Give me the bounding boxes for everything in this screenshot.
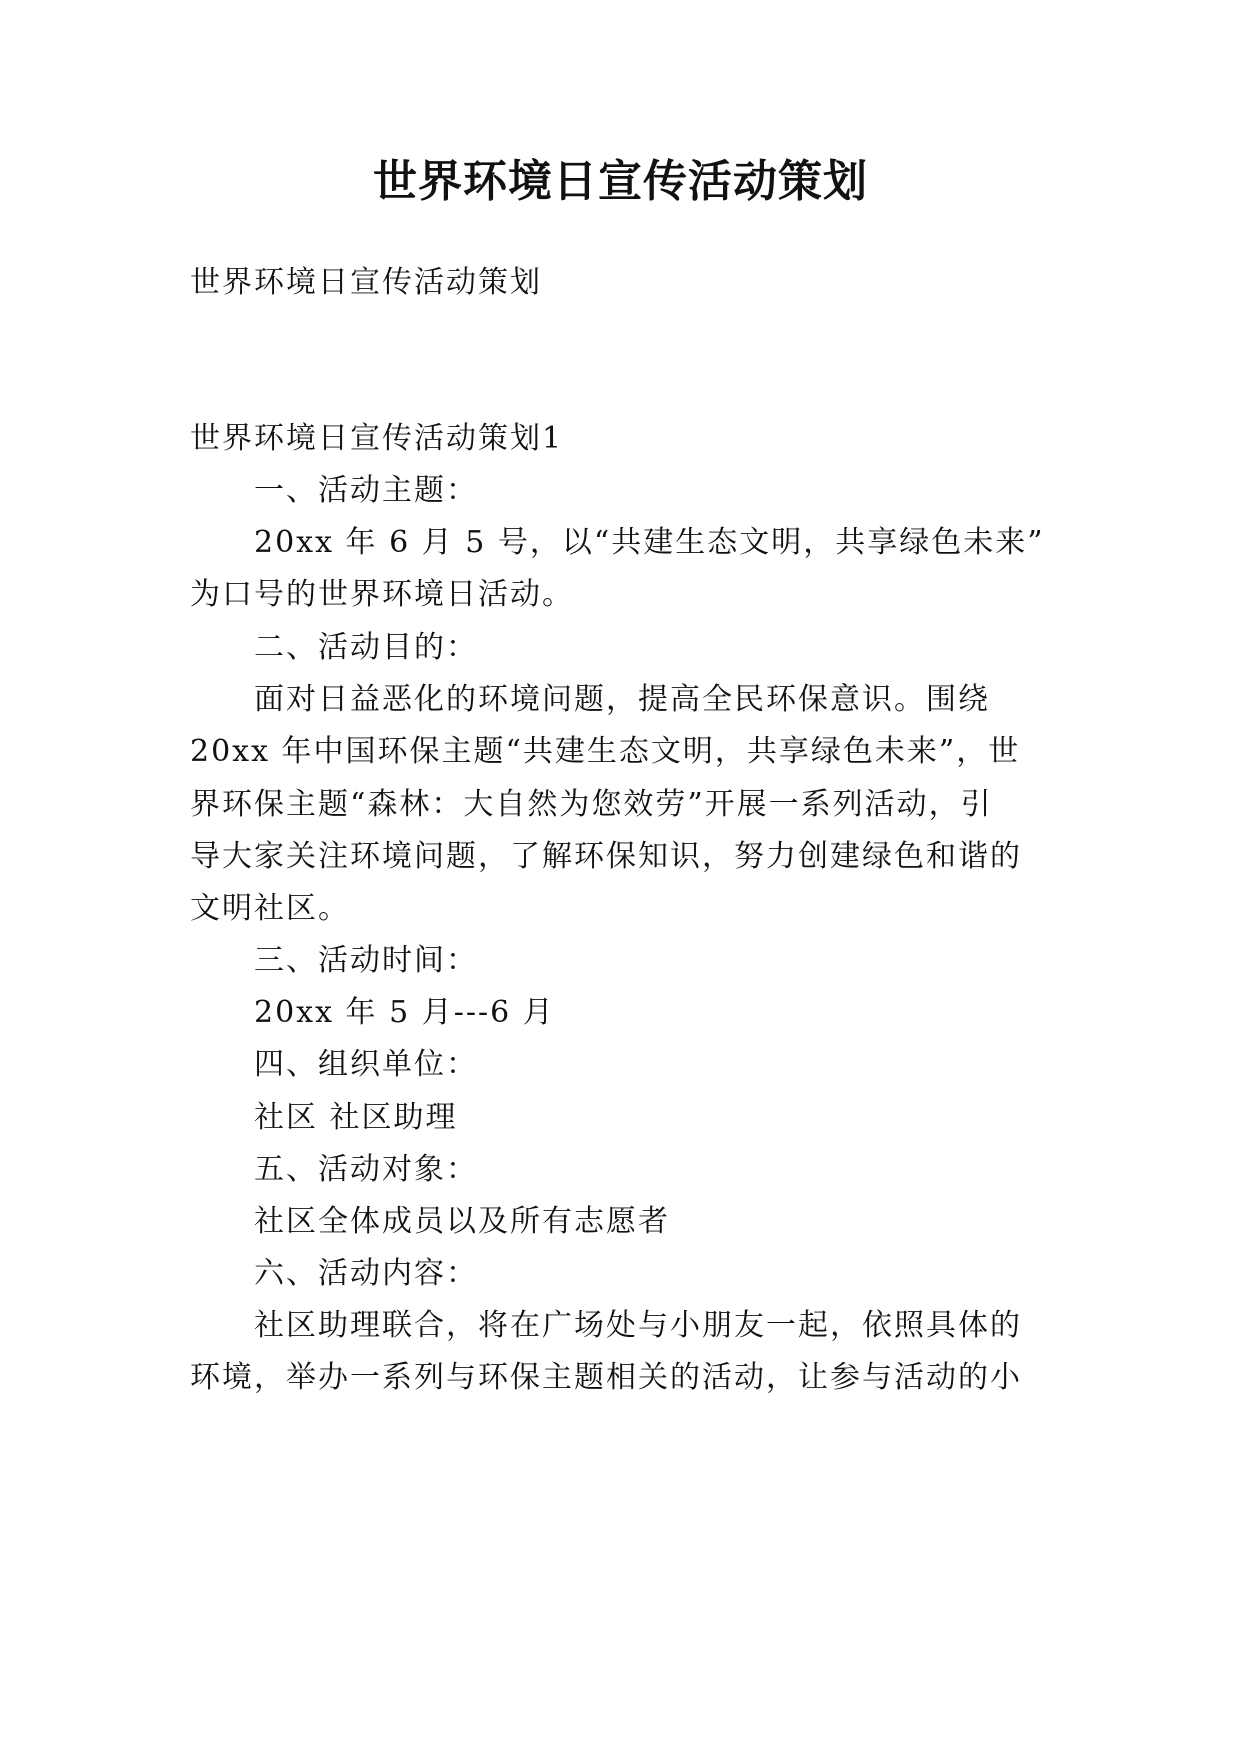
paragraph-line: 导大家关注环境问题，了解环保知识，努力创建绿色和谐的 bbox=[190, 839, 1022, 874]
heading-activity-purpose: 二、活动目的： bbox=[254, 630, 478, 665]
paragraph-line: 文明社区。 bbox=[190, 891, 350, 926]
paragraph-line: 面对日益恶化的环境问题，提高全民环保意识。围绕 bbox=[254, 682, 990, 717]
heading-activity-theme: 一、活动主题： bbox=[254, 473, 478, 508]
paragraph-line: 界环保主题“森林：大自然为您效劳”开展一系列活动，引 bbox=[190, 787, 993, 822]
paragraph-line: 环境，举办一系列与环保主题相关的活动，让参与活动的小 bbox=[190, 1360, 1022, 1395]
heading-activity-content: 六、活动内容： bbox=[254, 1256, 478, 1291]
section-heading: 世界环境日宣传活动策划1 bbox=[190, 421, 564, 456]
document-subtitle: 世界环境日宣传活动策划 bbox=[190, 265, 542, 300]
paragraph-line: 社区 社区助理 bbox=[254, 1100, 458, 1135]
heading-activity-target: 五、活动对象： bbox=[254, 1152, 478, 1187]
paragraph-line: 20xx 年 5 月---6 月 bbox=[254, 995, 555, 1030]
paragraph-line: 社区助理联合，将在广场处与小朋友一起，依照具体的 bbox=[254, 1308, 1022, 1343]
document-title: 世界环境日宣传活动策划 bbox=[373, 156, 868, 207]
paragraph-line: 社区全体成员以及所有志愿者 bbox=[254, 1204, 670, 1239]
paragraph-line: 20xx 年 6 月 5 号，以“共建生态文明，共享绿色未来” bbox=[254, 525, 1045, 560]
heading-activity-time: 三、活动时间： bbox=[254, 943, 478, 978]
paragraph-line: 20xx 年中国环保主题“共建生态文明，共享绿色未来”，世 bbox=[190, 734, 1021, 769]
paragraph-line: 为口号的世界环境日活动。 bbox=[190, 577, 574, 612]
heading-organizer: 四、组织单位： bbox=[254, 1047, 478, 1082]
